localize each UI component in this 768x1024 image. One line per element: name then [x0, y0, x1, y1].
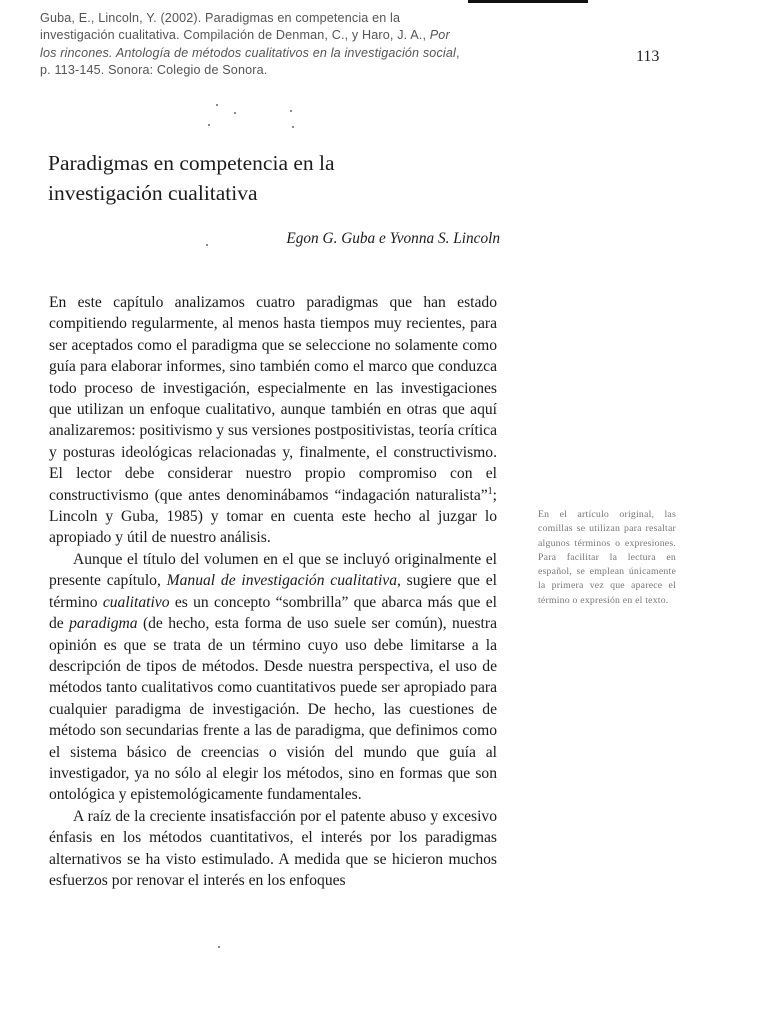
page-number: 113 [636, 48, 660, 65]
top-edge-bar [468, 0, 588, 3]
scan-speck [234, 112, 236, 114]
footnote-marker: 1 [487, 485, 493, 497]
chapter-title-line-2: investigación cualitativa [48, 181, 258, 205]
p2-text-b: , sugiere que el término [49, 572, 497, 611]
chapter-title [48, 148, 468, 208]
paragraph-3: A raíz de la creciente insatisfacción por el patente abuso y excesivo énfasis en los métodos cuantitativos, el interés por los paradigmas alternativos se ha visto estimulado. A medida que se hicieron muchos esfuerzos por renovar el interés en los enfoques [49, 807, 497, 889]
citation-book-title: Por los rincones. Antología de métodos cualitativos en la investigación social [40, 28, 456, 60]
p1-text-b: ; Lincoln y Guba, 1985) y tomar en cuenta este hecho al juzgar lo apropiado y útil de nuestro análisis. [49, 486, 497, 547]
p2-term-paradigma: paradigma [69, 615, 138, 633]
paragraph-1 [49, 292, 497, 549]
bibliographic-citation [40, 10, 460, 80]
scan-speck [292, 126, 294, 128]
scan-speck [290, 110, 292, 112]
authors-byline: Egon G. Guba e Yvonna S. Lincoln [286, 230, 500, 247]
scan-speck [206, 244, 208, 246]
p2-book-title: Manual de investigación cualitativa [166, 572, 397, 590]
paragraph-2 [49, 549, 497, 806]
p2-term-cualitativo: cualitativo [102, 593, 170, 611]
chapter-title-line-1: Paradigmas en competencia en la [48, 151, 335, 175]
scan-speck [216, 104, 218, 106]
citation-text-b: , p. 113-145. Sonora: Colegio de Sonora. [40, 45, 460, 78]
p1-text-a: En este capítulo analizamos cuatro paradigmas que han estado compitiendo regularmente, al menos hasta tiempos muy recientes, para ser aceptados como el paradigma que se seleccione no solamente como guía para elaborar informes, sino también como el marco que conduzca todo proceso de investigación, especialmente en las investigaciones que utilizan un enfoque cualitativo, aunque también en otras que aquí analizaremos: positivismo y sus versiones postpositivistas, teoría crítica y posturas ideológicas relacionadas y, finalmente, el constructivismo. El lector debe considerar nuestro propio compromiso con el constructivismo (que antes denominábamos “indagación naturalista” [49, 294, 497, 504]
p2-text-d: (de hecho, esta forma de uso suele ser común), nuestra opinión es que se trata de un término cuyo uso debe limitarse a la descripción de tipos de métodos. Desde nuestra perspectiva, el uso de métodos tanto cualitativos como cuantitativos puede ser apropiado para cualquier paradigma de investigación. De hecho, las cuestiones de método son secundarias frente a las de paradigma, que definimos como el sistema básico de creencias o visión del mundo que guía al investigador, ya no sólo al elegir los métodos, sino en formas que son ontológica y epistemológicamente fundamentales. [49, 615, 498, 804]
citation-text-a: Guba, E., Lincoln, Y. (2002). Paradigmas en competencia en la investigación cualitativa. Compilación de Denman, C., y Haro, J. A., [40, 11, 430, 43]
p2-text-a: Aunque el título del volumen en el que se incluyó originalmente el presente capítulo, [49, 550, 497, 590]
scan-speck [218, 946, 220, 948]
body-text [49, 292, 497, 891]
scan-speck [208, 124, 210, 126]
margin-note: En el artículo original, las comillas se utilizan para resaltar algunos términos o expresiones. Para facilitar la lectura en español, se emplean únicamente la primera vez que aparece el término o expresión en el texto. [538, 509, 676, 606]
p2-text-c: es un concepto “sombrilla” que abarca más que el de [49, 593, 497, 633]
